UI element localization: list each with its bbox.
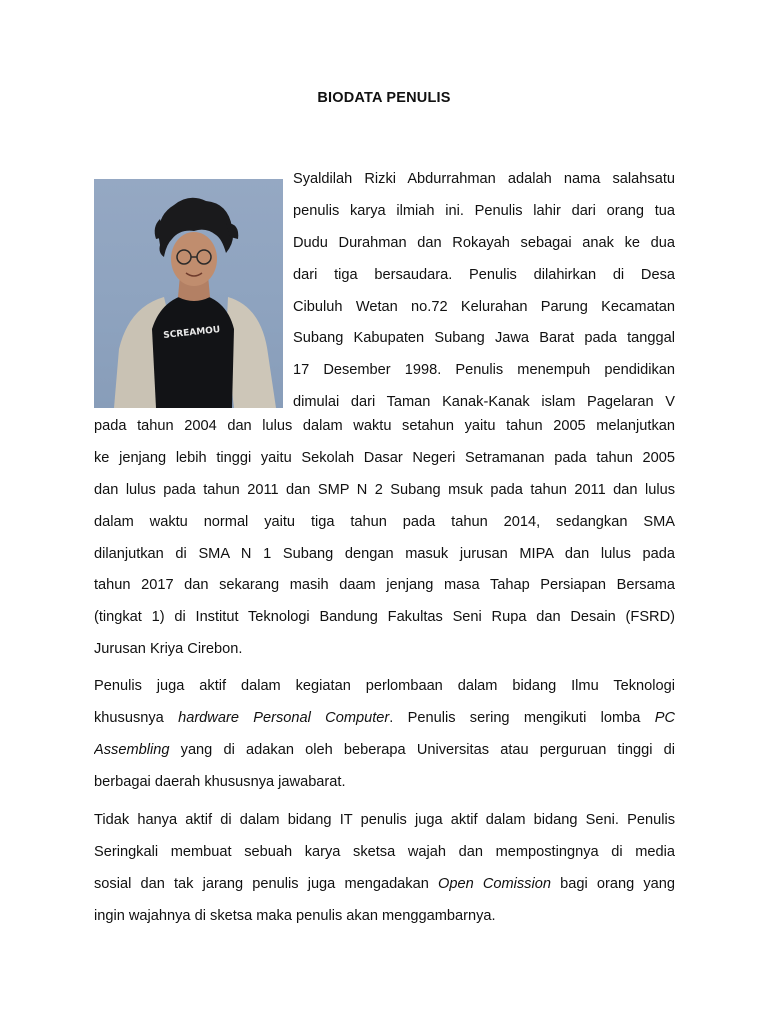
text-line: Assembling yang di adakan oleh beberapa Universitas atau perguruan tinggi di: [94, 741, 675, 758]
paragraph-3: [94, 805, 675, 933]
text-line: ingin wajahnya di sketsa maka penulis akan menggambarnya.: [94, 907, 496, 924]
text-line: ke jenjang lebih tinggi yaitu Sekolah Dasar Negeri Setramanan pada tahun 2005: [94, 449, 675, 466]
text-line: Penulis juga aktif dalam kegiatan perlombaan dalam bidang Ilmu Teknologi: [94, 678, 675, 694]
text-line: dilanjutkan di SMA N 1 Subang dengan masuk jurusan MIPA dan lulus pada: [94, 545, 675, 562]
text-line: Dudu Durahman dan Rokayah sebagai anak ke dua: [293, 234, 675, 251]
text-line: dalam waktu normal yaitu tiga tahun pada tahun 2014, sedangkan SMA: [94, 513, 675, 530]
text-line: sosial dan tak jarang penulis juga mengadakan Open Comission bagi orang yang: [94, 875, 675, 892]
paragraph-1-side: [293, 164, 675, 419]
text-line: 17 Desember 1998. Penulis menempuh pendidikan: [293, 362, 675, 379]
text-line: Cibuluh Wetan no.72 Kelurahan Parung Kecamatan: [293, 298, 675, 315]
text-line: Tidak hanya aktif di dalam bidang IT penulis juga aktif dalam bidang Seni. Penulis: [94, 812, 675, 828]
text-line: berbagai daerah khususnya jawabarat.: [94, 773, 346, 790]
text-line: khususnya hardware Personal Computer. Penulis sering mengikuti lomba PC: [94, 709, 675, 726]
text-line: penulis karya ilmiah ini. Penulis lahir dari orang tua: [293, 202, 675, 219]
paragraph-2: [94, 671, 675, 799]
text-line: dan lulus pada tahun 2011 dan SMP N 2 Subang msuk pada tahun 2011 dan lulus: [94, 481, 675, 498]
text-line: (tingkat 1) di Institut Teknologi Bandung Fakultas Seni Rupa dan Desain (FSRD): [94, 609, 675, 626]
author-photo: [94, 179, 283, 408]
text-line: tahun 2017 dan sekarang masih daam jenjang masa Tahap Persiapan Bersama: [94, 577, 675, 594]
shirt-print-text: SCREAMOU: [162, 325, 221, 341]
text-line: Syaldilah Rizki Abdurrahman adalah nama salahsatu: [293, 171, 675, 187]
text-line: dimulai dari Taman Kanak-Kanak islam Pagelaran V: [293, 394, 675, 411]
text-line: pada tahun 2004 dan lulus dalam waktu setahun yaitu tahun 2005 melanjutkan: [94, 418, 675, 434]
text-line: Jurusan Kriya Cirebon.: [94, 641, 243, 658]
page-title: BIODATA PENULIS: [317, 90, 451, 106]
text-line: dari tiga bersaudara. Penulis dilahirkan di Desa: [293, 266, 675, 283]
paragraph-1-full: [94, 411, 675, 666]
text-line: Subang Kabupaten Subang Jawa Barat pada tanggal: [293, 330, 675, 347]
text-line: Seringkali membuat sebuah karya sketsa wajah dan mempostingnya di media: [94, 843, 675, 860]
